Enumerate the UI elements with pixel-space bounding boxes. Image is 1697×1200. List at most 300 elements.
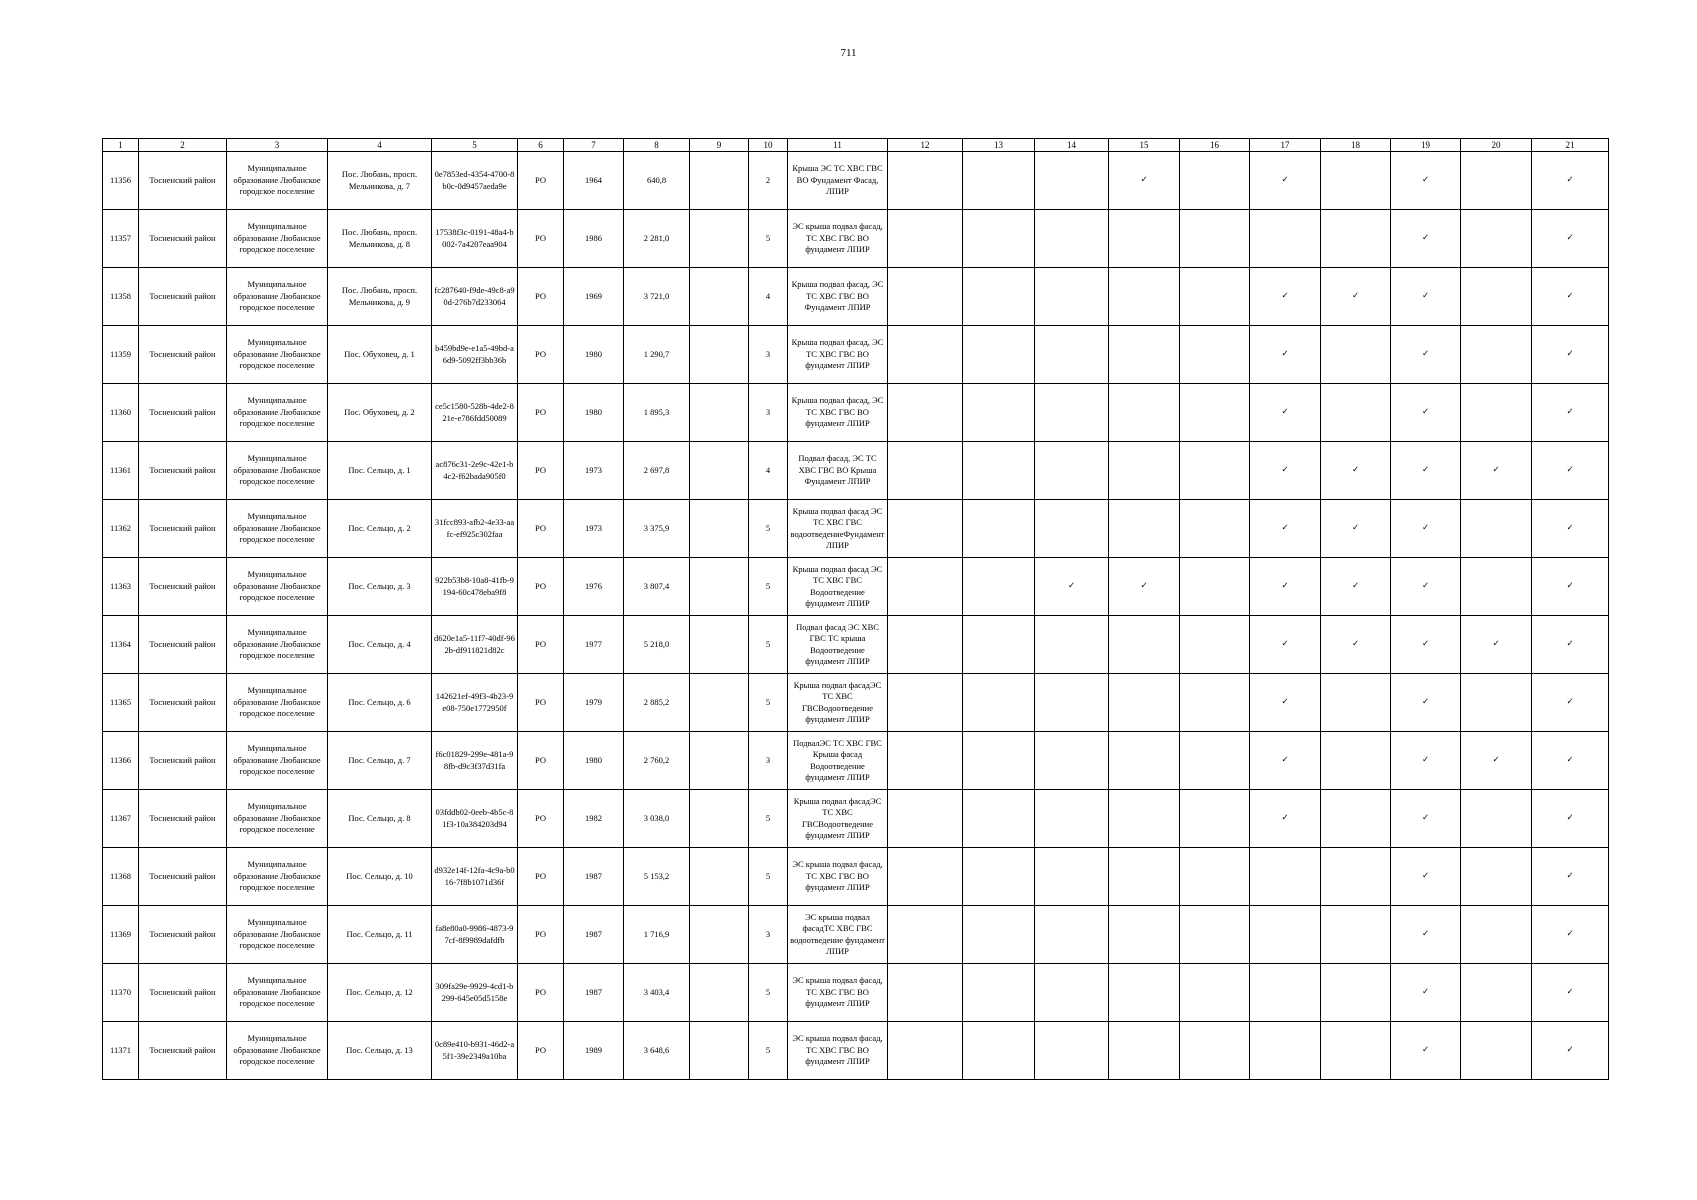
cell-ownership-form: РО [518, 268, 564, 326]
cell-total-area: 3 807,4 [624, 558, 690, 616]
checkmark-icon: ✓ [1421, 870, 1430, 881]
cell-column-21 [1532, 848, 1609, 906]
cell-total-area: 1 895,3 [624, 384, 690, 442]
column-header-19: 19 [1391, 139, 1461, 152]
cell-address: Пос. Сельцо, д. 12 [328, 964, 432, 1022]
cell-column-14 [1035, 848, 1109, 906]
checkmark-icon: ✓ [1281, 696, 1289, 707]
cell-construction-year: 1987 [564, 964, 624, 1022]
cell-district: Тосненский район [139, 500, 227, 558]
cell-ownership-form: РО [518, 848, 564, 906]
cell-address: Пос. Сельцо, д. 6 [328, 674, 432, 732]
cell-column-16 [1180, 674, 1250, 732]
checkmark-icon: ✓ [1281, 174, 1289, 185]
cell-column-14 [1035, 500, 1109, 558]
cell-address: Пос. Сельцо, д. 11 [328, 906, 432, 964]
cell-construction-year: 1979 [564, 674, 624, 732]
cell-column-12 [888, 500, 963, 558]
checkmark-icon: ✓ [1281, 522, 1289, 533]
cell-construction-year: 1980 [564, 384, 624, 442]
cell-floor-count: 3 [749, 732, 788, 790]
cell-column-21 [1532, 906, 1609, 964]
cell-construction-year: 1976 [564, 558, 624, 616]
cell-column-18 [1321, 210, 1391, 268]
cell-district: Тосненский район [139, 906, 227, 964]
cell-address: Пос. Любань, просп. Мельникова, д. 8 [328, 210, 432, 268]
checkmark-icon: ✓ [1421, 1044, 1430, 1055]
cell-column-21 [1532, 384, 1609, 442]
cell-municipality: Муниципальное образование Любанское городское поселение [227, 964, 328, 1022]
cell-column-13 [963, 732, 1035, 790]
cell-column-20 [1461, 616, 1532, 674]
table-row [103, 964, 1609, 1022]
cell-column-20 [1461, 674, 1532, 732]
checkmark-icon: ✓ [1421, 174, 1430, 185]
checkmark-icon: ✓ [1492, 638, 1500, 649]
cell-column-13 [963, 442, 1035, 500]
checkmark-icon: ✓ [1351, 580, 1360, 591]
checkmark-icon: ✓ [1421, 464, 1430, 475]
cell-column-15 [1109, 674, 1180, 732]
cell-construction-year: 1973 [564, 500, 624, 558]
cell-municipality: Муниципальное образование Любанское городское поселение [227, 790, 328, 848]
cell-address: Пос. Обуховец, д. 1 [328, 326, 432, 384]
cell-municipality: Муниципальное образование Любанское городское поселение [227, 268, 328, 326]
cell-ownership-form: РО [518, 326, 564, 384]
cell-ownership-form: РО [518, 674, 564, 732]
cell-column-14 [1035, 268, 1109, 326]
checkmark-icon: ✓ [1421, 290, 1430, 301]
cell-column-19 [1391, 732, 1461, 790]
cell-municipality: Муниципальное образование Любанское городское поселение [227, 674, 328, 732]
cell-column-14 [1035, 616, 1109, 674]
column-header-7: 7 [564, 139, 624, 152]
cell-planned-works: Крыша подвал фасад, ЭС ТС ХВС ГВС ВО фундамент ЛПИР [788, 384, 888, 442]
cell-total-area: 2 281,0 [624, 210, 690, 268]
checkmark-icon: ✓ [1566, 348, 1574, 359]
cell-district: Тосненский район [139, 790, 227, 848]
cell-building-uuid: d932e14f-12fa-4c9a-b016-7f8b1071d36f [432, 848, 518, 906]
checkmark-icon: ✓ [1566, 464, 1574, 475]
cell-column-16 [1180, 964, 1250, 1022]
cell-construction-year: 1987 [564, 848, 624, 906]
cell-building-uuid: fa8e80a0-9986-4873-97cf-8f9989dafdfb [432, 906, 518, 964]
cell-district: Тосненский район [139, 326, 227, 384]
cell-municipality: Муниципальное образование Любанское городское поселение [227, 616, 328, 674]
cell-column-18 [1321, 906, 1391, 964]
cell-column-16 [1180, 732, 1250, 790]
cell-planned-works: ЭС крыша подвал фасад, ТС ХВС ГВС ВО фундамент ЛПИР [788, 1022, 888, 1080]
cell-column-19 [1391, 500, 1461, 558]
cell-column-12 [888, 790, 963, 848]
cell-column-17 [1250, 558, 1321, 616]
cell-column-20 [1461, 558, 1532, 616]
table-body [103, 152, 1609, 1080]
cell-column-15 [1109, 558, 1180, 616]
cell-column-19 [1391, 442, 1461, 500]
cell-district: Тосненский район [139, 268, 227, 326]
cell-construction-year: 1987 [564, 906, 624, 964]
cell-column-21 [1532, 210, 1609, 268]
cell-column-12 [888, 964, 963, 1022]
cell-record-number: 11361 [103, 442, 139, 500]
cell-total-area: 2 885,2 [624, 674, 690, 732]
checkmark-icon: ✓ [1281, 464, 1289, 475]
checkmark-icon: ✓ [1566, 580, 1574, 591]
checkmark-icon: ✓ [1421, 522, 1430, 533]
cell-column-13 [963, 210, 1035, 268]
checkmark-icon: ✓ [1421, 232, 1430, 243]
cell-total-area: 3 721,0 [624, 268, 690, 326]
table-row [103, 732, 1609, 790]
cell-district: Тосненский район [139, 1022, 227, 1080]
checkmark-icon: ✓ [1351, 290, 1360, 301]
cell-building-uuid: 0c89e410-b931-46d2-a5f1-39e2349a10ba [432, 1022, 518, 1080]
cell-floor-count: 5 [749, 790, 788, 848]
cell-column-16 [1180, 384, 1250, 442]
cell-column-14 [1035, 906, 1109, 964]
cell-column-17 [1250, 616, 1321, 674]
column-number-row [103, 139, 1609, 152]
cell-planned-works: Подвал фасад ЭС ХВС ГВС ТС крыша Водоотведение фундамент ЛПИР [788, 616, 888, 674]
cell-column-18 [1321, 500, 1391, 558]
cell-ownership-form: РО [518, 906, 564, 964]
cell-column-19 [1391, 152, 1461, 210]
column-header-21: 21 [1532, 139, 1609, 152]
cell-column-13 [963, 268, 1035, 326]
cell-ownership-form: РО [518, 732, 564, 790]
cell-column-17 [1250, 964, 1321, 1022]
cell-ownership-form: РО [518, 964, 564, 1022]
cell-column-12 [888, 210, 963, 268]
cell-column-18 [1321, 964, 1391, 1022]
cell-column-16 [1180, 848, 1250, 906]
column-header-14: 14 [1035, 139, 1109, 152]
cell-floor-count: 5 [749, 848, 788, 906]
checkmark-icon: ✓ [1140, 174, 1148, 185]
table-row [103, 674, 1609, 732]
column-header-17: 17 [1250, 139, 1321, 152]
cell-building-uuid: ac876c31-2e9c-42e1-b4c2-f62bada905f0 [432, 442, 518, 500]
cell-address: Пос. Сельцо, д. 8 [328, 790, 432, 848]
cell-planned-works: Крыша подвал фасад, ЭС ТС ХВС ГВС ВО Фундамент ЛПИР [788, 268, 888, 326]
cell-column-14 [1035, 210, 1109, 268]
cell-column-13 [963, 326, 1035, 384]
checkmark-icon: ✓ [1566, 290, 1574, 301]
checkmark-icon: ✓ [1421, 580, 1430, 591]
cell-construction-year: 1989 [564, 1022, 624, 1080]
checkmark-icon: ✓ [1421, 638, 1430, 649]
cell-column-21 [1532, 500, 1609, 558]
column-header-11: 11 [788, 139, 888, 152]
cell-address: Пос. Сельцо, д. 13 [328, 1022, 432, 1080]
cell-column-19 [1391, 848, 1461, 906]
cell-column-16 [1180, 616, 1250, 674]
checkmark-icon: ✓ [1492, 754, 1500, 765]
checkmark-icon: ✓ [1421, 348, 1430, 359]
cell-column-14 [1035, 326, 1109, 384]
cell-floor-count: 4 [749, 442, 788, 500]
cell-record-number: 11369 [103, 906, 139, 964]
checkmark-icon: ✓ [1421, 696, 1430, 707]
checkmark-icon: ✓ [1067, 580, 1076, 591]
cell-total-area: 5 153,2 [624, 848, 690, 906]
cell-column-16 [1180, 152, 1250, 210]
table-row [103, 500, 1609, 558]
cell-column-13 [963, 848, 1035, 906]
cell-column-14 [1035, 152, 1109, 210]
table-row [103, 326, 1609, 384]
checkmark-icon: ✓ [1421, 754, 1430, 765]
cell-district: Тосненский район [139, 848, 227, 906]
cell-planned-works: Крыша подвал фасадЭС ТС ХВС ГВСВодоотведение фундамент ЛПИР [788, 674, 888, 732]
cell-column-21 [1532, 674, 1609, 732]
cell-column-9 [690, 500, 749, 558]
cell-total-area: 2 760,2 [624, 732, 690, 790]
cell-column-13 [963, 906, 1035, 964]
cell-record-number: 11359 [103, 326, 139, 384]
cell-column-20 [1461, 500, 1532, 558]
cell-column-9 [690, 442, 749, 500]
cell-column-12 [888, 442, 963, 500]
cell-record-number: 11371 [103, 1022, 139, 1080]
cell-column-13 [963, 500, 1035, 558]
cell-column-16 [1180, 1022, 1250, 1080]
cell-column-15 [1109, 848, 1180, 906]
checkmark-icon: ✓ [1566, 928, 1574, 939]
cell-column-12 [888, 326, 963, 384]
cell-construction-year: 1980 [564, 732, 624, 790]
table-row [103, 848, 1609, 906]
cell-column-9 [690, 616, 749, 674]
cell-column-15 [1109, 442, 1180, 500]
column-header-18: 18 [1321, 139, 1391, 152]
cell-building-uuid: fc287640-f9de-49c8-a90d-276b7d233064 [432, 268, 518, 326]
column-header-20: 20 [1461, 139, 1532, 152]
cell-record-number: 11358 [103, 268, 139, 326]
checkmark-icon: ✓ [1281, 290, 1289, 301]
cell-planned-works: Крыша подвал фасад, ЭС ТС ХВС ГВС ВО фундамент ЛПИР [788, 326, 888, 384]
cell-construction-year: 1977 [564, 616, 624, 674]
cell-column-12 [888, 1022, 963, 1080]
cell-column-17 [1250, 442, 1321, 500]
checkmark-icon: ✓ [1421, 406, 1430, 417]
cell-total-area: 3 375,9 [624, 500, 690, 558]
cell-column-19 [1391, 268, 1461, 326]
checkmark-icon: ✓ [1140, 580, 1148, 591]
cell-ownership-form: РО [518, 384, 564, 442]
cell-column-17 [1250, 500, 1321, 558]
cell-district: Тосненский район [139, 674, 227, 732]
column-header-13: 13 [963, 139, 1035, 152]
cell-column-19 [1391, 384, 1461, 442]
cell-planned-works: Крыша подвал фасад ЭС ТС ХВС ГВС водоотведениеФундамент ЛПИР [788, 500, 888, 558]
cell-district: Тосненский район [139, 558, 227, 616]
cell-ownership-form: РО [518, 442, 564, 500]
cell-column-12 [888, 616, 963, 674]
cell-floor-count: 5 [749, 616, 788, 674]
cell-planned-works: ЭС крыша подвал фасад, ТС ХВС ГВС ВО фундамент ЛПИР [788, 210, 888, 268]
checkmark-icon: ✓ [1566, 986, 1574, 997]
cell-construction-year: 1980 [564, 326, 624, 384]
cell-column-16 [1180, 442, 1250, 500]
cell-floor-count: 3 [749, 326, 788, 384]
cell-address: Пос. Сельцо, д. 3 [328, 558, 432, 616]
cell-column-14 [1035, 1022, 1109, 1080]
cell-column-21 [1532, 616, 1609, 674]
cell-column-17 [1250, 384, 1321, 442]
cell-column-12 [888, 732, 963, 790]
cell-column-19 [1391, 616, 1461, 674]
cell-address: Пос. Обуховец, д. 2 [328, 384, 432, 442]
cell-address: Пос. Сельцо, д. 1 [328, 442, 432, 500]
cell-building-uuid: 922b53b8-10a8-41fb-9194-60c478eba9f8 [432, 558, 518, 616]
column-header-15: 15 [1109, 139, 1180, 152]
cell-column-16 [1180, 210, 1250, 268]
cell-column-18 [1321, 1022, 1391, 1080]
cell-address: Пос. Сельцо, д. 4 [328, 616, 432, 674]
table-row [103, 384, 1609, 442]
cell-column-19 [1391, 906, 1461, 964]
cell-column-17 [1250, 268, 1321, 326]
housing-registry-table [102, 138, 1609, 1080]
cell-column-18 [1321, 558, 1391, 616]
table-row [103, 906, 1609, 964]
cell-column-18 [1321, 674, 1391, 732]
cell-ownership-form: РО [518, 1022, 564, 1080]
column-header-8: 8 [624, 139, 690, 152]
cell-column-13 [963, 790, 1035, 848]
cell-building-uuid: 31fcc893-afb2-4e33-aafc-ef925c302faa [432, 500, 518, 558]
cell-column-13 [963, 152, 1035, 210]
cell-column-13 [963, 558, 1035, 616]
cell-construction-year: 1982 [564, 790, 624, 848]
table-row [103, 152, 1609, 210]
cell-column-19 [1391, 1022, 1461, 1080]
cell-column-20 [1461, 964, 1532, 1022]
cell-planned-works: ПодвалЭС ТС ХВС ГВС Крыша фасад Водоотведение фундамент ЛПИР [788, 732, 888, 790]
column-header-6: 6 [518, 139, 564, 152]
cell-column-13 [963, 964, 1035, 1022]
cell-column-17 [1250, 210, 1321, 268]
cell-column-12 [888, 558, 963, 616]
checkmark-icon: ✓ [1566, 696, 1574, 707]
cell-floor-count: 5 [749, 558, 788, 616]
column-header-16: 16 [1180, 139, 1250, 152]
cell-column-21 [1532, 732, 1609, 790]
cell-record-number: 11368 [103, 848, 139, 906]
checkmark-icon: ✓ [1421, 928, 1430, 939]
cell-column-15 [1109, 384, 1180, 442]
cell-column-19 [1391, 790, 1461, 848]
checkmark-icon: ✓ [1281, 580, 1289, 591]
cell-building-uuid: ce5c1580-528b-4de2-821e-e786fdd50089 [432, 384, 518, 442]
cell-municipality: Муниципальное образование Любанское городское поселение [227, 732, 328, 790]
cell-column-20 [1461, 384, 1532, 442]
cell-column-16 [1180, 268, 1250, 326]
checkmark-icon: ✓ [1281, 812, 1289, 823]
cell-municipality: Муниципальное образование Любанское городское поселение [227, 210, 328, 268]
cell-column-15 [1109, 964, 1180, 1022]
cell-column-21 [1532, 326, 1609, 384]
cell-floor-count: 5 [749, 1022, 788, 1080]
cell-column-14 [1035, 674, 1109, 732]
cell-column-18 [1321, 442, 1391, 500]
cell-planned-works: Подвал фасад, ЭС ТС ХВС ГВС ВО Крыша Фундамент ЛПИР [788, 442, 888, 500]
cell-column-18 [1321, 732, 1391, 790]
cell-municipality: Муниципальное образование Любанское городское поселение [227, 152, 328, 210]
cell-column-20 [1461, 1022, 1532, 1080]
cell-floor-count: 5 [749, 500, 788, 558]
cell-planned-works: Крыша подвал фасад ЭС ТС ХВС ГВС Водоотведение фундамент ЛПИР [788, 558, 888, 616]
cell-column-17 [1250, 790, 1321, 848]
cell-column-9 [690, 152, 749, 210]
cell-column-18 [1321, 848, 1391, 906]
checkmark-icon: ✓ [1566, 174, 1574, 185]
cell-record-number: 11362 [103, 500, 139, 558]
cell-column-9 [690, 732, 749, 790]
cell-floor-count: 5 [749, 964, 788, 1022]
cell-column-20 [1461, 790, 1532, 848]
cell-column-18 [1321, 384, 1391, 442]
cell-column-13 [963, 674, 1035, 732]
cell-building-uuid: 17538f3c-0191-48a4-b002-7a4207eaa904 [432, 210, 518, 268]
cell-ownership-form: РО [518, 558, 564, 616]
cell-column-18 [1321, 326, 1391, 384]
cell-column-18 [1321, 790, 1391, 848]
cell-floor-count: 5 [749, 674, 788, 732]
cell-column-15 [1109, 500, 1180, 558]
cell-column-16 [1180, 906, 1250, 964]
cell-column-15 [1109, 790, 1180, 848]
cell-floor-count: 3 [749, 906, 788, 964]
cell-address: Пос. Сельцо, д. 10 [328, 848, 432, 906]
cell-district: Тосненский район [139, 152, 227, 210]
cell-column-20 [1461, 210, 1532, 268]
cell-column-14 [1035, 732, 1109, 790]
checkmark-icon: ✓ [1281, 348, 1289, 359]
cell-column-19 [1391, 326, 1461, 384]
table-row [103, 268, 1609, 326]
cell-column-21 [1532, 442, 1609, 500]
cell-ownership-form: РО [518, 152, 564, 210]
cell-total-area: 640,8 [624, 152, 690, 210]
cell-district: Тосненский район [139, 210, 227, 268]
column-header-4: 4 [328, 139, 432, 152]
cell-column-17 [1250, 326, 1321, 384]
checkmark-icon: ✓ [1421, 986, 1430, 997]
cell-column-16 [1180, 558, 1250, 616]
cell-building-uuid: d620e1a5-11f7-40df-962b-df911821d82c [432, 616, 518, 674]
cell-record-number: 11363 [103, 558, 139, 616]
cell-column-9 [690, 674, 749, 732]
cell-column-16 [1180, 500, 1250, 558]
cell-municipality: Муниципальное образование Любанское городское поселение [227, 500, 328, 558]
cell-column-14 [1035, 558, 1109, 616]
cell-building-uuid: 142621ef-49f3-4b23-9e08-750e1772950f [432, 674, 518, 732]
cell-column-17 [1250, 152, 1321, 210]
cell-district: Тосненский район [139, 616, 227, 674]
cell-column-12 [888, 152, 963, 210]
cell-column-17 [1250, 848, 1321, 906]
cell-column-9 [690, 210, 749, 268]
cell-column-19 [1391, 210, 1461, 268]
cell-municipality: Муниципальное образование Любанское городское поселение [227, 906, 328, 964]
cell-column-9 [690, 326, 749, 384]
cell-column-18 [1321, 152, 1391, 210]
cell-column-20 [1461, 326, 1532, 384]
cell-record-number: 11360 [103, 384, 139, 442]
